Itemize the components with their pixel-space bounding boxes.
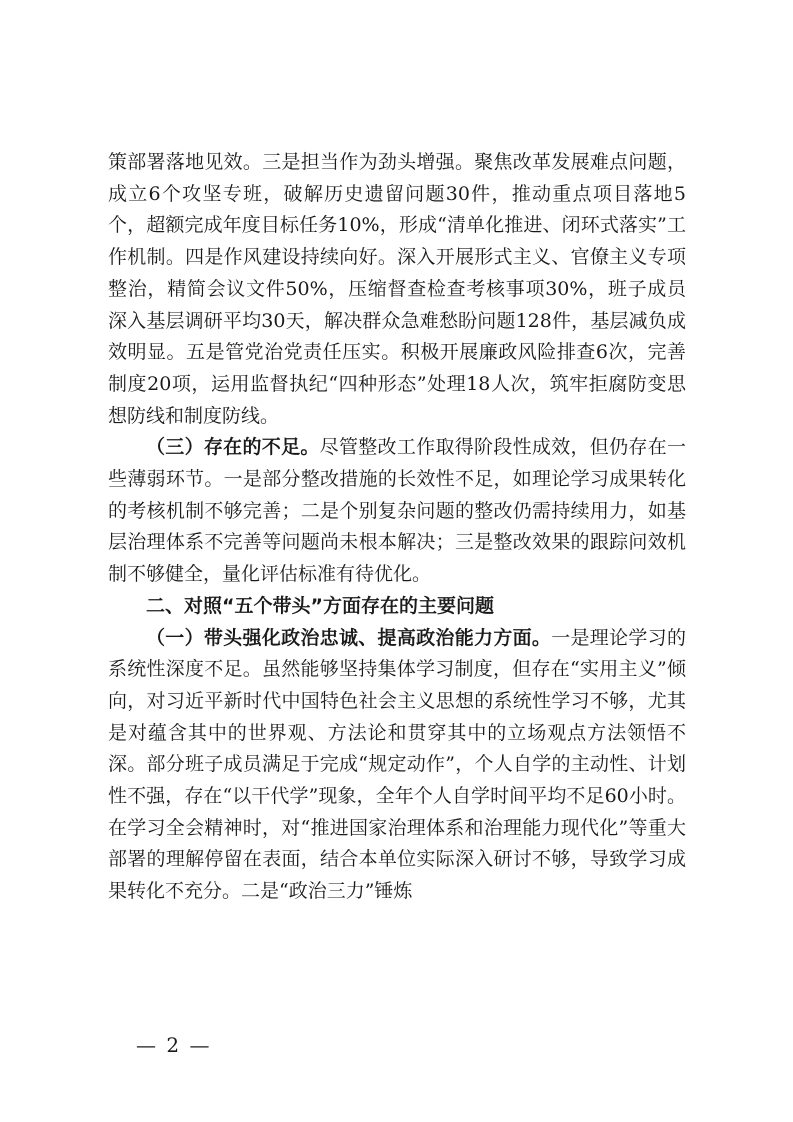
paragraph-shortcomings (108, 432, 686, 591)
paragraph-text: 尽管整改工作取得阶段性成效，但仍存在一些薄弱环节。一是部分整改措施的长效性不足，如理论学习成果转化的考核机制不够完善；二是个别复杂问题的整改仍需持续用力，如基层治理体系不完善等问题尚未根本解决；三是整改效果的跟踪问效机制不够健全，量化评估标准有待优化。 (108, 436, 686, 586)
paragraph-lead: （一）带头强化政治忠诚、提高政治能力方面。 (146, 626, 552, 649)
page-number: — 2 — (136, 1033, 212, 1057)
paragraph-text: 一是理论学习的系统性深度不足。虽然能够坚持集体学习制度，但存在“实用主义”倾向，对习近平新时代中国特色社会主义思想的系统性学习不够，尤其是对蕴含其中的世界观、方法论和贯穿其中的立场观点方法领悟不深。部分班子成员满足于完成“规定动作”，个人自学的主动性、计划性不强，存在“以干代学”现象，全年个人自学时间平均不足60小时。在学习全会精神时，对“推进国家治理体系和治理能力现代化”等重大部署的理解停留在表面，结合本单位实际深入研讨不够，导致学习成果转化不充分。二是“政治三力”锤炼 (108, 626, 686, 903)
section-heading: 二、对照“五个带头”方面存在的主要问题 (146, 594, 494, 617)
paragraph-text: 策部署落地见效。三是担当作为劲头增强。聚焦改革发展难点问题，成立6个攻坚专班，破解历史遗留问题30件，推动重点项目落地5个，超额完成年度目标任务10%，形成“清单化推进、闭环式落实”工作机制。四是作风建设持续向好。深入开展形式主义、官僚主义专项整治，精简会议文件50%，压缩督查检查考核事项30%，班子成员深入基层调研平均30天，解决群众急难愁盼问题128件，基层减负成效明显。五是管党治党责任压实。积极开展廉政风险排查6次，完善制度20项，运用监督执纪“四种形态”处理18人次，筑牢拒腐防变思想防线和制度防线。 (108, 151, 686, 427)
paragraph-political-loyalty (108, 623, 686, 908)
document-body (108, 147, 686, 908)
paragraph-lead: （三）存在的不足。 (146, 436, 320, 459)
paragraph-work-results (108, 147, 686, 432)
